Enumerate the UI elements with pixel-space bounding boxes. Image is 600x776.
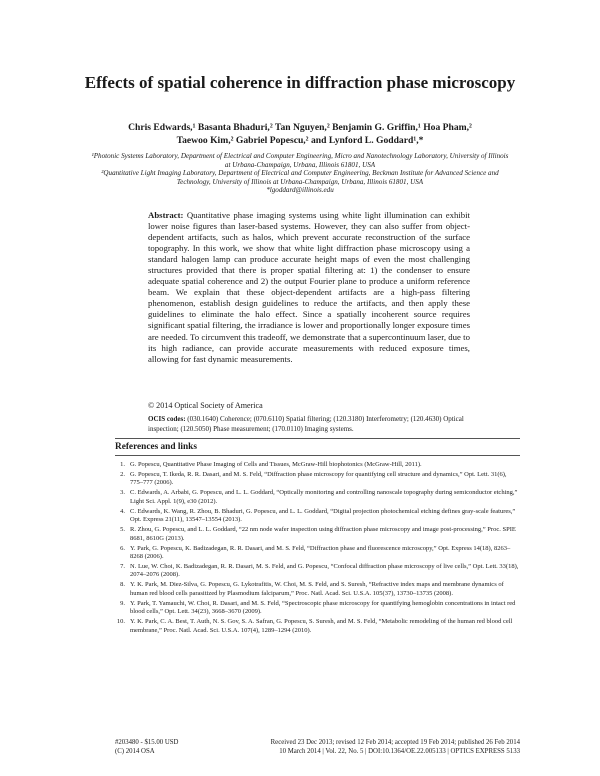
references-top-divider [115,438,520,439]
reference-item [115,508,520,525]
reference-text: Y. Park, G. Popescu, K. Badizadegan, R. R. Dasari, and M. S. Feld, “Diffraction phase and fluorescence microscopy,” Opt. Express 14(18), 8263–8268 (2006). [130,544,511,561]
references-heading-divider [115,455,520,456]
reference-item [115,461,520,469]
reference-item [115,545,520,562]
copyright-notice: © 2014 Optical Society of America [148,401,263,410]
reference-item [115,489,520,506]
reference-text: G. Popescu, T. Ikeda, R. R. Dasari, and M. S. Feld, “Diffraction phase microscopy for quantifying cell structure and dynamics,” Opt. Lett. 31(6), 775–777 (2006). [130,471,507,487]
affiliations [88,152,512,195]
ocis-codes [148,415,470,434]
author-list [70,122,530,147]
page-footer [115,738,520,756]
reference-text: R. Zhou, G. Popescu, and L. L. Goddard, “22 nm node wafer inspection using diffraction phase microscopy and image post-processing,” Proc. SPIE 8681, 8610G (2013). [130,526,516,542]
reference-number: 7. [120,563,125,571]
references-heading: References and links [115,442,197,452]
reference-number: 8. [120,581,125,589]
abstract-text: Quantitative phase imaging systems using white light illumination can exhibit lower noise figures than laser-based systems. However, they can also suffer from object-dependent artifacts, such as halos, which prevent accurate reconstruction of the surface topography. In this work, we show that white light diffraction phase microscopy using a standard halogen lamp can produce accurate height maps of even the most challenging structures provided that there is proper spatial filtering at: 1) the condenser to ensure adequate spatial coherence and 2) the output Fourier plane to produce a uniform reference beam. We explain that these object-dependent artifacts are a high-pass filtering phenomenon, establish design guidelines to reduce the artifacts, and then apply these guidelines to eliminate the halo effect. Since a spatially incoherent source requires significant spatial filtering, the irradiance is lower and proportionally longer exposure times are needed. To circumvent this tradeoff, we demonstrate that a supercontinuum laser, due to its high radiance, can provide accurate measurements with reduced exposure times, allowing for fast dynamic measurements. [148,210,470,364]
reference-number: 2. [120,471,125,478]
affiliation-1: ¹Photonic Systems Laboratory, Department of Electrical and Computer Engineering, Micro and Nanotechnology Laboratory, University of Illinois at Urbana-Champaign, Urbana, Illinois 61801, USA [91,152,509,169]
reference-number: 5. [120,526,125,534]
ocis-label: OCIS codes: [148,415,186,423]
abstract [148,210,470,365]
reference-item [115,526,520,543]
paper-title: Effects of spatial coherence in diffraction phase microscopy [84,73,516,92]
reference-number: 6. [120,544,125,552]
author-email[interactable]: *lgoddard@illinois.edu [266,186,334,195]
journal-citation: 10 March 2014 | Vol. 22, No. 5 | DOI:10.1364/OE.22.005133 | OPTICS EXPRESS 5133 [279,748,520,755]
reference-number: 9. [120,599,125,607]
reference-number: 10. [116,618,125,626]
reference-text: C. Edwards, A. Arbabi, G. Popescu, and L. L. Goddard, “Optically monitoring and controlling nanoscale topography during semiconductor etching,” Light Sci. Appl. 1(9), e30 (2012). [130,489,518,505]
reference-item [115,600,520,617]
article-id: #203480 - $15.00 USD [115,739,179,746]
authors-line-2: Taewoo Kim,² Gabriel Popescu,² and Lynford L. Goddard¹,* [176,134,424,146]
reference-text: Y. Park, T. Yamauchi, W. Choi, R. Dasari, and M. S. Feld, “Spectroscopic phase microscopy for quantifying hemoglobin concentrations in intact red blood cells,” Opt. Lett. 34(23), 3668–3670 (2009). [130,599,516,616]
osa-copyright: (C) 2014 OSA [115,748,155,755]
reference-item [115,563,520,580]
reference-text: Y. K. Park, C. A. Best, T. Auth, N. S. Gov, S. A. Safran, G. Popescu, S. Suresh, and M. S. Feld, “Metabolic remodeling of the human red blood cell membrane,” Proc. Natl. Acad. Sci. U.S.A. 107(4), 1289–1294 (2010). [130,618,513,634]
reference-item [115,581,520,598]
reference-number: 3. [120,489,125,497]
reference-number: 4. [120,507,125,515]
affiliation-2: ²Quantitative Light Imaging Laboratory, Department of Electrical and Computer Engineering, Beckman Institute for Advanced Science and Technology, University of Illinois at Urbana-Champaign, Urbana, Illinois 61801, USA [101,169,499,186]
reference-list [115,461,520,637]
reference-text: C. Edwards, K. Wang, R. Zhou, B. Bhaduri, G. Popescu, and L. L. Goddard, “Digital projection photochemical etching defines gray-scale features,” Opt. Express 21(11), 13547–13554 (2013). [130,507,516,524]
reference-item [115,471,520,488]
reference-text: G. Popescu, Quantitative Phase Imaging of Cells and Tissues, McGraw-Hill biophotonics (McGraw-Hill, 2011). [130,461,422,468]
reference-text: N. Lue, W. Choi, K. Badizadegan, R. R. Dasari, M. S. Feld, and G. Popescu, “Confocal diffraction phase microscopy of live cells,” Opt. Lett. 33(18), 2074–2076 (2008). [130,563,519,579]
abstract-label: Abstract: [148,210,184,220]
authors-line-1: Chris Edwards,¹ Basanta Bhaduri,² Tan Nguyen,² Benjamin G. Griffin,¹ Hoa Pham,² [128,122,472,133]
reference-item [115,618,520,635]
reference-number: 1. [120,461,125,468]
ocis-text: (030.1640) Coherence; (070.6110) Spatial filtering; (120.3180) Interferometry; (120.4630) Optical inspection; (120.5050) Phase measurement; (170.0110) Imaging systems. [148,415,464,433]
reference-text: Y. K. Park, M. Diez-Silva, G. Popescu, G. Lykotrafitis, W. Choi, M. S. Feld, and S. Suresh, “Refractive index maps and membrane dynamics of human red blood cells parasitized by Plasmodium falciparum,” Proc. Natl. Acad. Sci. U.S.A. 105(37), 13730–13735 (2008). [130,581,504,597]
received-dates: Received 23 Dec 2013; revised 12 Feb 2014; accepted 19 Feb 2014; published 26 Feb 2014 [270,739,520,746]
